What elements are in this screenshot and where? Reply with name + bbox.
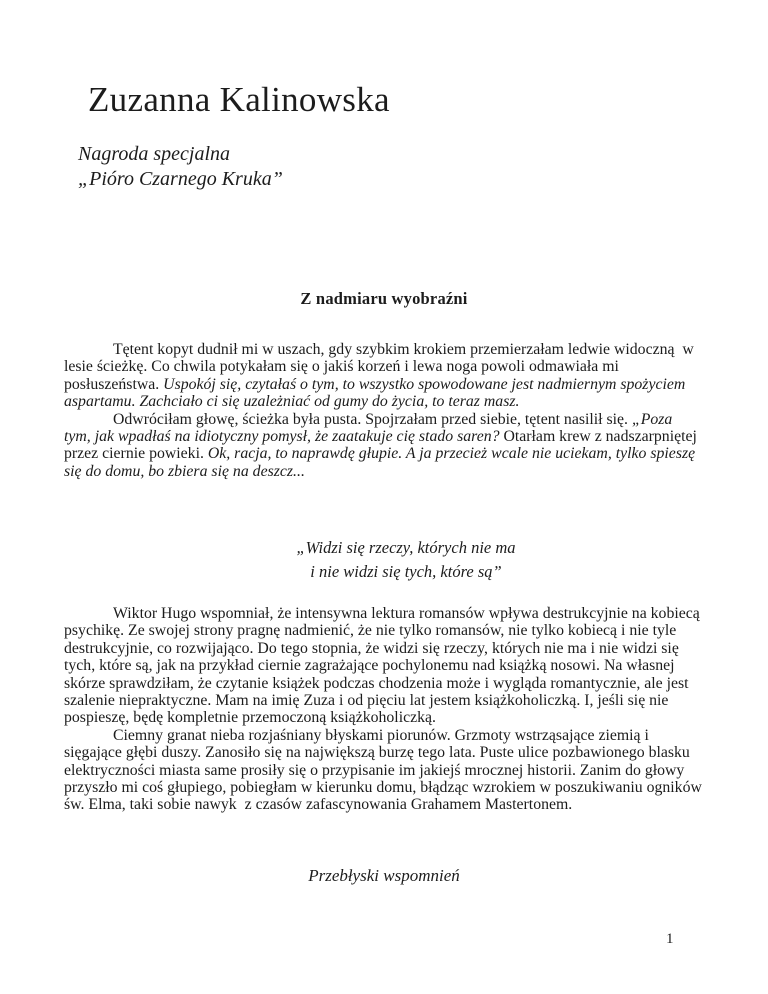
story-body-part-1 bbox=[64, 341, 702, 480]
paragraph-1: Tętent kopyt dudnił mi w uszach, gdy szybkim krokiem przemierzałam ledwie widoczną w lesie ścieżkę. Co chwila potykałam się o jakiś korzeń i lewa noga powoli odmawiała mi posłuszeństwa. Uspokój się, czytałaś o tym, to wszystko spowodowane jest nadmiernym spożyciem aspartamu. Zachciało ci się uzależniać od gumy do życia, to teraz masz. bbox=[64, 341, 694, 411]
epigraph-line-1: „Widzi się rzeczy, których nie ma bbox=[296, 538, 516, 557]
paragraph-3: Wiktor Hugo wspomniał, że intensywna lektura romansów wpływa destrukcyjnie na kobiecą psychikę. Ze swojej strony pragnę nadmienić, że nie tylko romansów, nie tylko kobiecą i nie tyle destrukcyjnie, co rozwijająco. Do tego stopnia, że widzi się rzeczy, których nie ma i nie widzi się tych, które są, jak na przykład ciernie zagrażające pochylonemu nad książką nosowi. Na własnej skórze sprawdziłam, że czytanie książek podczas chodzenia może i wygląda romantycznie, ale jest szalenie niepraktyczne. Mam na imię Zuza i od pięciu lat jestem książkoholiczką. I, jeśli się nie pospieszę, będę kompletnie przemoczoną książkoholiczką. bbox=[64, 605, 700, 727]
paragraph-2: Odwróciłam głowę, ścieżka była pusta. Spojrzałam przed siebie, tętent nasilił się. „Poza tym, jak wpadłaś na idiotyczny pomysł, że zaatakuje cię stado saren? Otarłam krew z nadszarpniętej przez ciernie powieki. Ok, racja, to naprawdę głupie. A ja przecież wcale nie uciekam, tylko spieszę się do domu, bo zbiera się na deszcz... bbox=[64, 410, 697, 480]
story-title: Z nadmiaru wyobraźni bbox=[300, 289, 468, 308]
page-content bbox=[64, 0, 704, 994]
paragraph-4: Ciemny granat nieba rozjaśniany błyskami piorunów. Grzmoty wstrząsające ziemią i sięgające głębi duszy. Zanosiło się na największą burzę tego lata. Puste ulice pozbawionego blasku elektryczności miasta same prosiły się o przypisanie im jakiejś mrocznej historii. Zanim do głowy przyszło mi coś głupiego, pobiegłam w kierunku domu, błądząc wzrokiem w poszukiwaniu ogników św. Elma, taki sobie nawyk z czasów zafascynowania Grahamem Mastertonem. bbox=[64, 726, 702, 814]
epigraph-line-2: i nie widzi się tych, które są” bbox=[310, 562, 502, 581]
page-number: 1 bbox=[666, 931, 674, 947]
story-body-part-2 bbox=[64, 605, 702, 814]
award-subtitle bbox=[78, 142, 283, 191]
award-line-2: „Pióro Czarnego Kruka” bbox=[78, 167, 283, 190]
award-line-1: Nagroda specjalna bbox=[78, 143, 231, 165]
section-heading: Przebłyski wspomnień bbox=[308, 866, 460, 885]
epigraph-quote bbox=[64, 536, 704, 584]
author-name: Zuzanna Kalinowska bbox=[88, 80, 390, 119]
